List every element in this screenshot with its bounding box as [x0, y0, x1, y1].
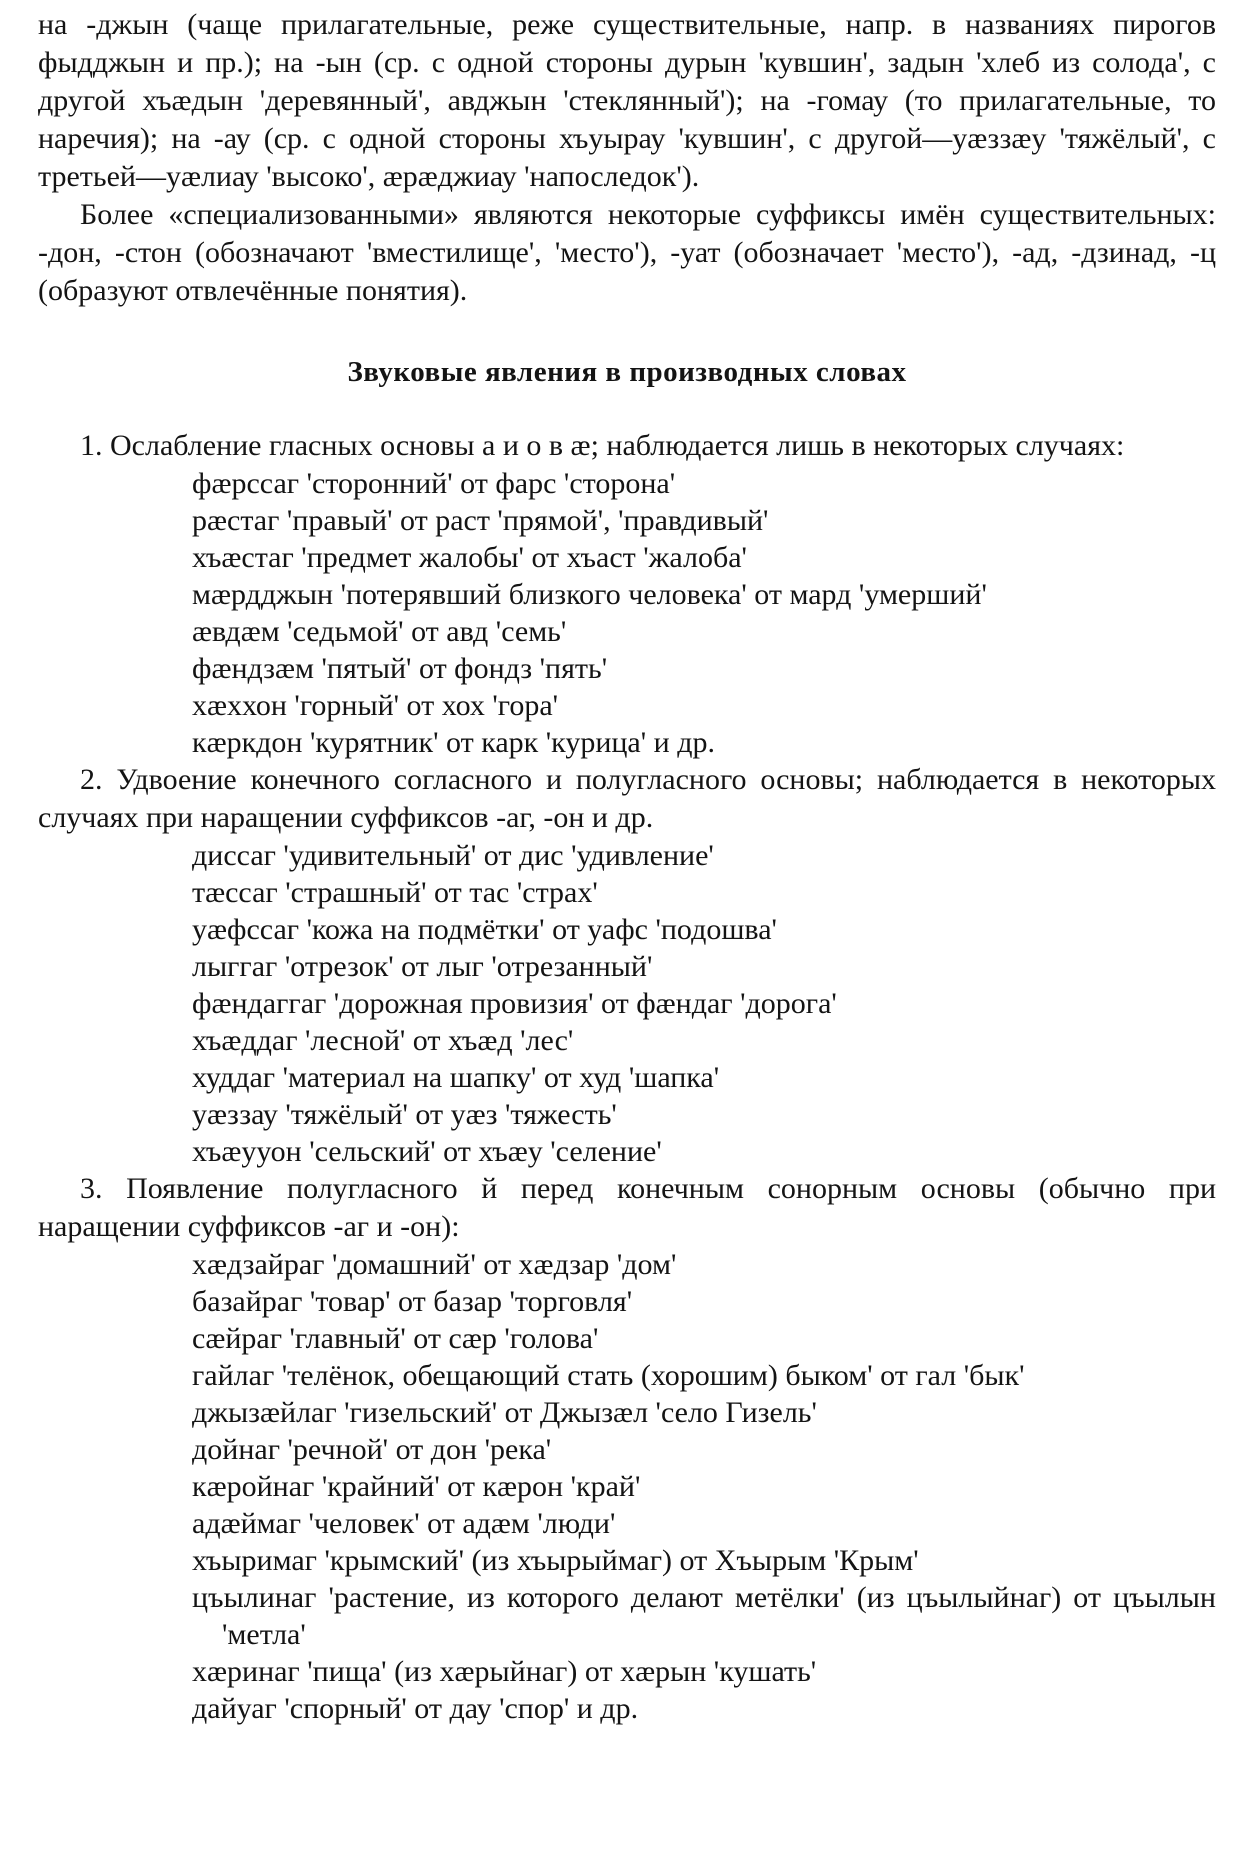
section-heading: Звуковые явления в производных словах: [347, 356, 907, 388]
example-item: адæймаг 'человек' от адæм 'люди': [192, 1507, 616, 1540]
example-item: сæйраг 'главный' от сæр 'голова': [192, 1322, 599, 1355]
example-item: гайлаг 'телёнок, обещающий стать (хорошим) быком' от гал 'бык': [192, 1359, 1025, 1392]
example-list: [38, 837, 1216, 1170]
example-item: мæрдджын 'потерявший близкого человека' от мард 'умерший': [192, 578, 987, 611]
intro-paragraph-1: на -джын (чаще прилагательные, реже существительные, напр. в названиях пирогов фыдджын и пр.); на -ын (ср. с одной стороны дурын 'кувшин', задын 'хлеб из солода', с другой хъæдын 'деревянный', авджын 'стеклянный'); на -гомау (то прилагательные, то наречия); на -ау (ср. с одной стороны хъуырау 'кувшин', с другой—уæззæу 'тяжёлый', с третьей—уæлиау 'высоко', æрæджиау 'напоследок').: [38, 8, 1216, 193]
example-item: тæссаг 'страшный' от тас 'страх': [192, 876, 598, 909]
example-list: [38, 465, 1216, 761]
rule-intro: 3. Появление полугласного й перед конечным сонорным основы (обычно при наращении суффиксов -аг и -он):: [38, 1172, 1216, 1243]
rule-1: [38, 427, 1216, 761]
example-item: уæззау 'тяжёлый' от уæз 'тяжесть': [192, 1098, 617, 1131]
example-item: худдаг 'материал на шапку' от худ 'шапка': [192, 1061, 720, 1094]
example-item: рæстаг 'правый' от раст 'прямой', 'правдивый': [192, 504, 769, 537]
example-item: джызæйлаг 'гизельский' от Джызæл 'село Гизель': [192, 1396, 817, 1429]
example-item: дойнаг 'речной' от дон 'река': [192, 1433, 552, 1466]
example-item: хъæстаг 'предмет жалобы' от хъаст 'жалоба': [192, 541, 747, 574]
example-item: цъылинаг 'растение, из которого делают метёлки' (из цъылыйнаг) от цъылын 'метла': [192, 1581, 1216, 1651]
intro-paragraph-2: Более «специализованными» являются некоторые суффиксы имён существительных: -дон, -стон (обозначают 'вместилище', 'место'), -уат (обозначает 'место'), -ад, -дзинад, -ц (образуют отвлечённые понятия).: [38, 198, 1216, 307]
example-item: хæдзайраг 'домашний' от хæдзар 'дом': [192, 1248, 677, 1281]
example-item: дайуаг 'спорный' от дау 'спор' и др.: [192, 1692, 639, 1725]
example-item: уæфссаг 'кожа на подмётки' от уафс 'подошва': [192, 913, 777, 946]
example-item: фæндзæм 'пятый' от фондз 'пять': [192, 652, 608, 685]
example-item: фæрссаг 'сторонний' от фарс 'сторона': [192, 467, 676, 500]
example-list: [38, 1246, 1216, 1727]
example-item: кæройнаг 'крайний' от кæрон 'край': [192, 1470, 641, 1503]
example-item: хъæууон 'сельский' от хъæу 'селение': [192, 1135, 662, 1168]
example-item: диссаг 'удивительный' от дис 'удивление': [192, 839, 714, 872]
example-item: хъæддаг 'лесной' от хъæд 'лес': [192, 1024, 574, 1057]
rule-intro: 2. Удвоение конечного согласного и полугласного основы; наблюдается в некоторых случаях при наращении суффиксов -аг, -он и др.: [38, 763, 1216, 834]
rule-2: [38, 761, 1216, 1170]
example-item: хъыримаг 'крымский' (из хъырыймаг) от Хъырым 'Крым': [192, 1544, 919, 1577]
example-item: хæххон 'горный' от хох 'гора': [192, 689, 559, 722]
example-item: лыггаг 'отрезок' от лыг 'отрезанный': [192, 950, 653, 983]
example-item: кæркдон 'курятник' от карк 'курица' и др.: [192, 726, 715, 759]
document-page: [38, 6, 1216, 1727]
example-item: хæринаг 'пища' (из хæрыйнаг) от хæрын 'кушать': [192, 1655, 817, 1688]
rule-intro: 1. Ослабление гласных основы а и о в æ; наблюдается лишь в некоторых случаях:: [80, 429, 1125, 462]
example-item: æвдæм 'седьмой' от авд 'семь': [192, 615, 567, 648]
rule-3: [38, 1170, 1216, 1727]
example-item: фæндаггаг 'дорожная провизия' от фæндаг 'дорога': [192, 987, 837, 1020]
example-item: базайраг 'товар' от базар 'торговля': [192, 1285, 633, 1318]
